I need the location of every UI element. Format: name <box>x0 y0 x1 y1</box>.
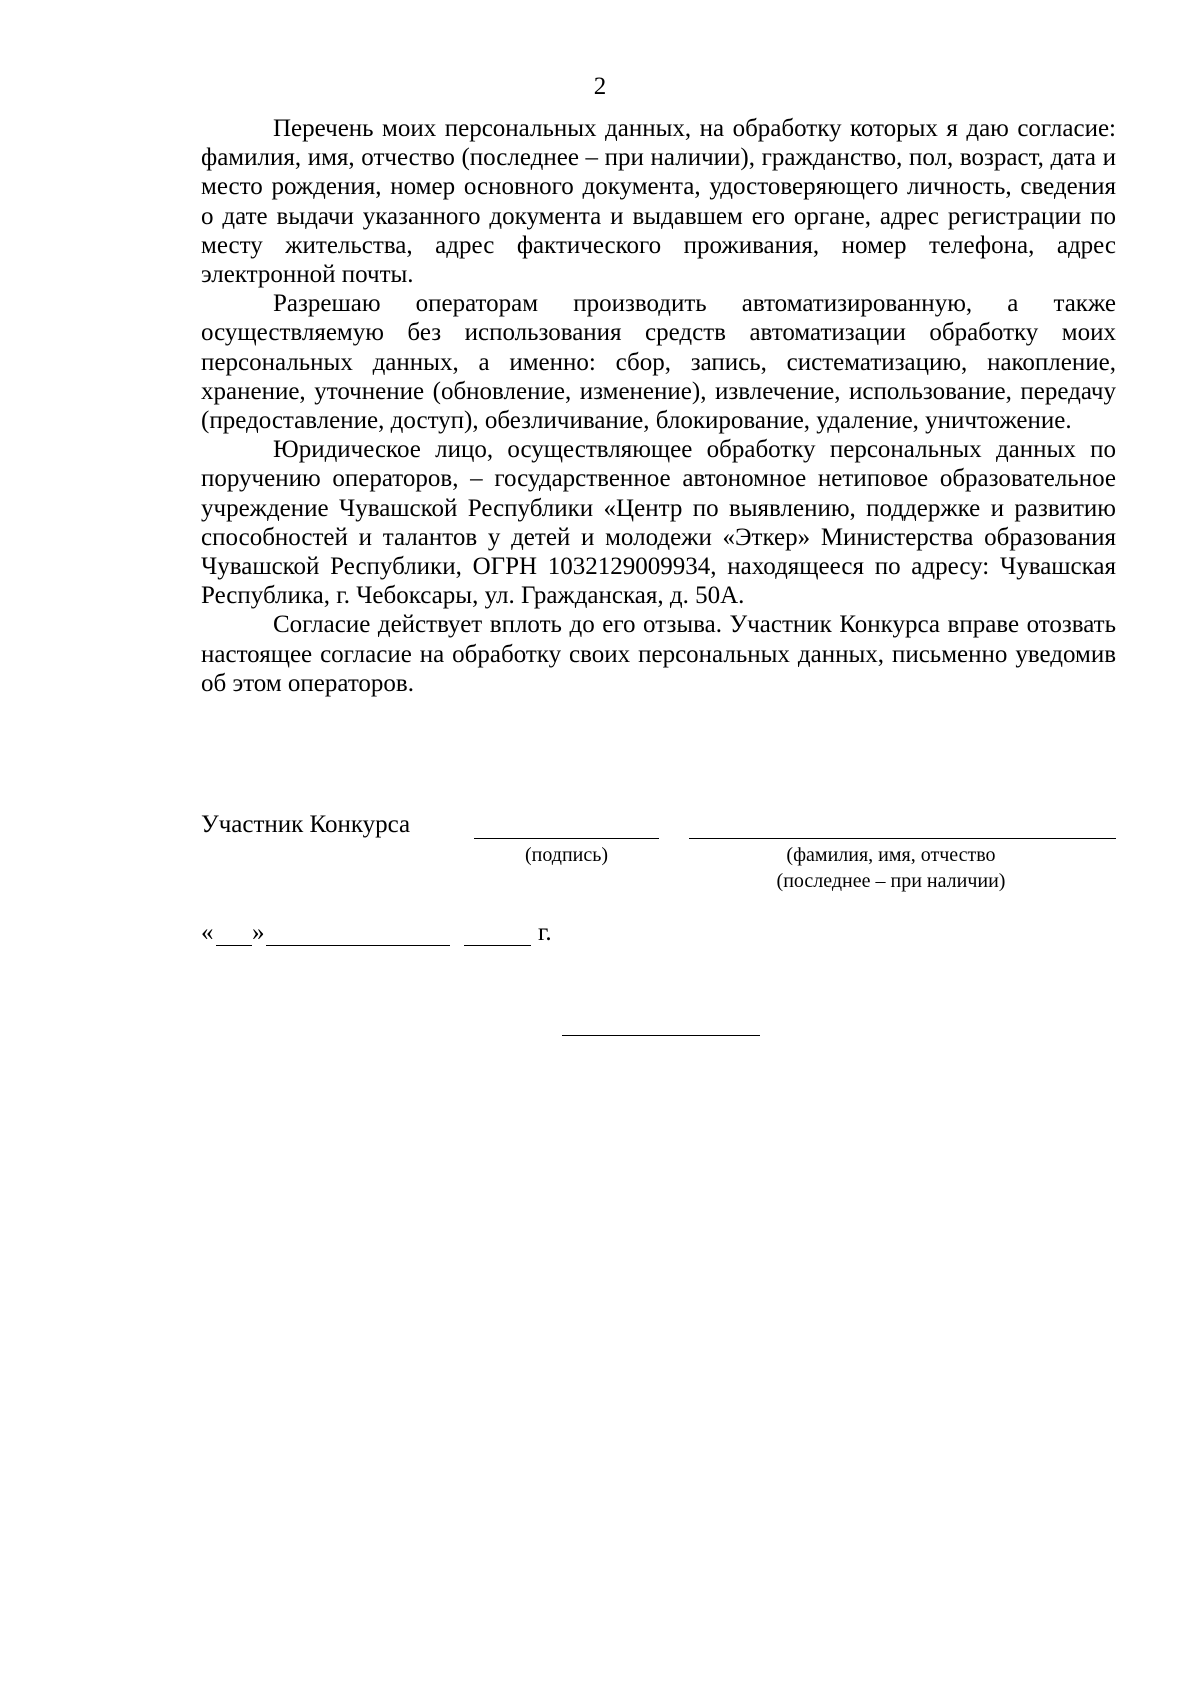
paragraph-processing-permission: Разрешаю операторам производить автоматизированную, а также осуществляемую без использования средств автоматизации обработку моих персональных данных, а именно: сбор, запись, систематизацию, накопление, хранение, уточнение (обновление, изменение), извлечение, использование, передачу (предоставление, доступ), обезличивание, блокирование, удаление, уничтожение. <box>201 290 1116 435</box>
full-name-caption-line1: (фамилия, имя, отчество <box>786 844 996 866</box>
signature-line[interactable] <box>474 838 659 839</box>
signature-caption: (подпись) <box>524 844 609 866</box>
full-name-caption <box>741 842 1041 894</box>
end-of-document-line <box>562 1035 760 1036</box>
date-day-line[interactable] <box>216 945 252 946</box>
participant-label: Участник Конкурса <box>201 811 411 838</box>
date-row <box>201 918 701 952</box>
date-close-quote: » <box>252 919 265 946</box>
date-open-quote: « <box>201 919 214 946</box>
date-month-line[interactable] <box>266 945 450 946</box>
paragraph-legal-entity: Юридическое лицо, осуществляющее обработку персональных данных по поручению операторов, – государственное автономное нетиповое образовательное учреждение Чувашской Республики «Центр по выявлению, поддержке и развитию способностей и талантов у детей и молодежи «Эткер» Министерства образования Чувашской Республики, ОГРН 1032129009934, находящееся по адресу: Чувашская Республика, г. Чебоксары, ул. Гражданская, д. 50А. <box>201 436 1116 610</box>
full-name-caption-line2: (последнее – при наличии) <box>776 870 1006 892</box>
page-number: 2 <box>593 73 607 100</box>
consent-body <box>201 114 1116 698</box>
full-name-line[interactable] <box>689 838 1116 839</box>
paragraph-personal-data-list: Перечень моих персональных данных, на обработку которых я даю согласие: фамилия, имя, отчество (последнее – при наличии), гражданство, пол, возраст, дата и место рождения, номер основного документа, удостоверяющего личность, сведения о дате выдачи указанного документа и выдавшем его органе, адрес регистрации по месту жительства, адрес фактического проживания, номер телефона, адрес электронной почты. <box>201 115 1116 289</box>
date-year-line[interactable] <box>464 945 531 946</box>
date-year-suffix: г. <box>538 919 552 946</box>
signature-block <box>201 810 1116 900</box>
paragraph-consent-validity: Согласие действует вплоть до его отзыва. Участник Конкурса вправе отозвать настоящее согласие на обработку своих персональных данных, письменно уведомив об этом операторов. <box>201 611 1116 697</box>
